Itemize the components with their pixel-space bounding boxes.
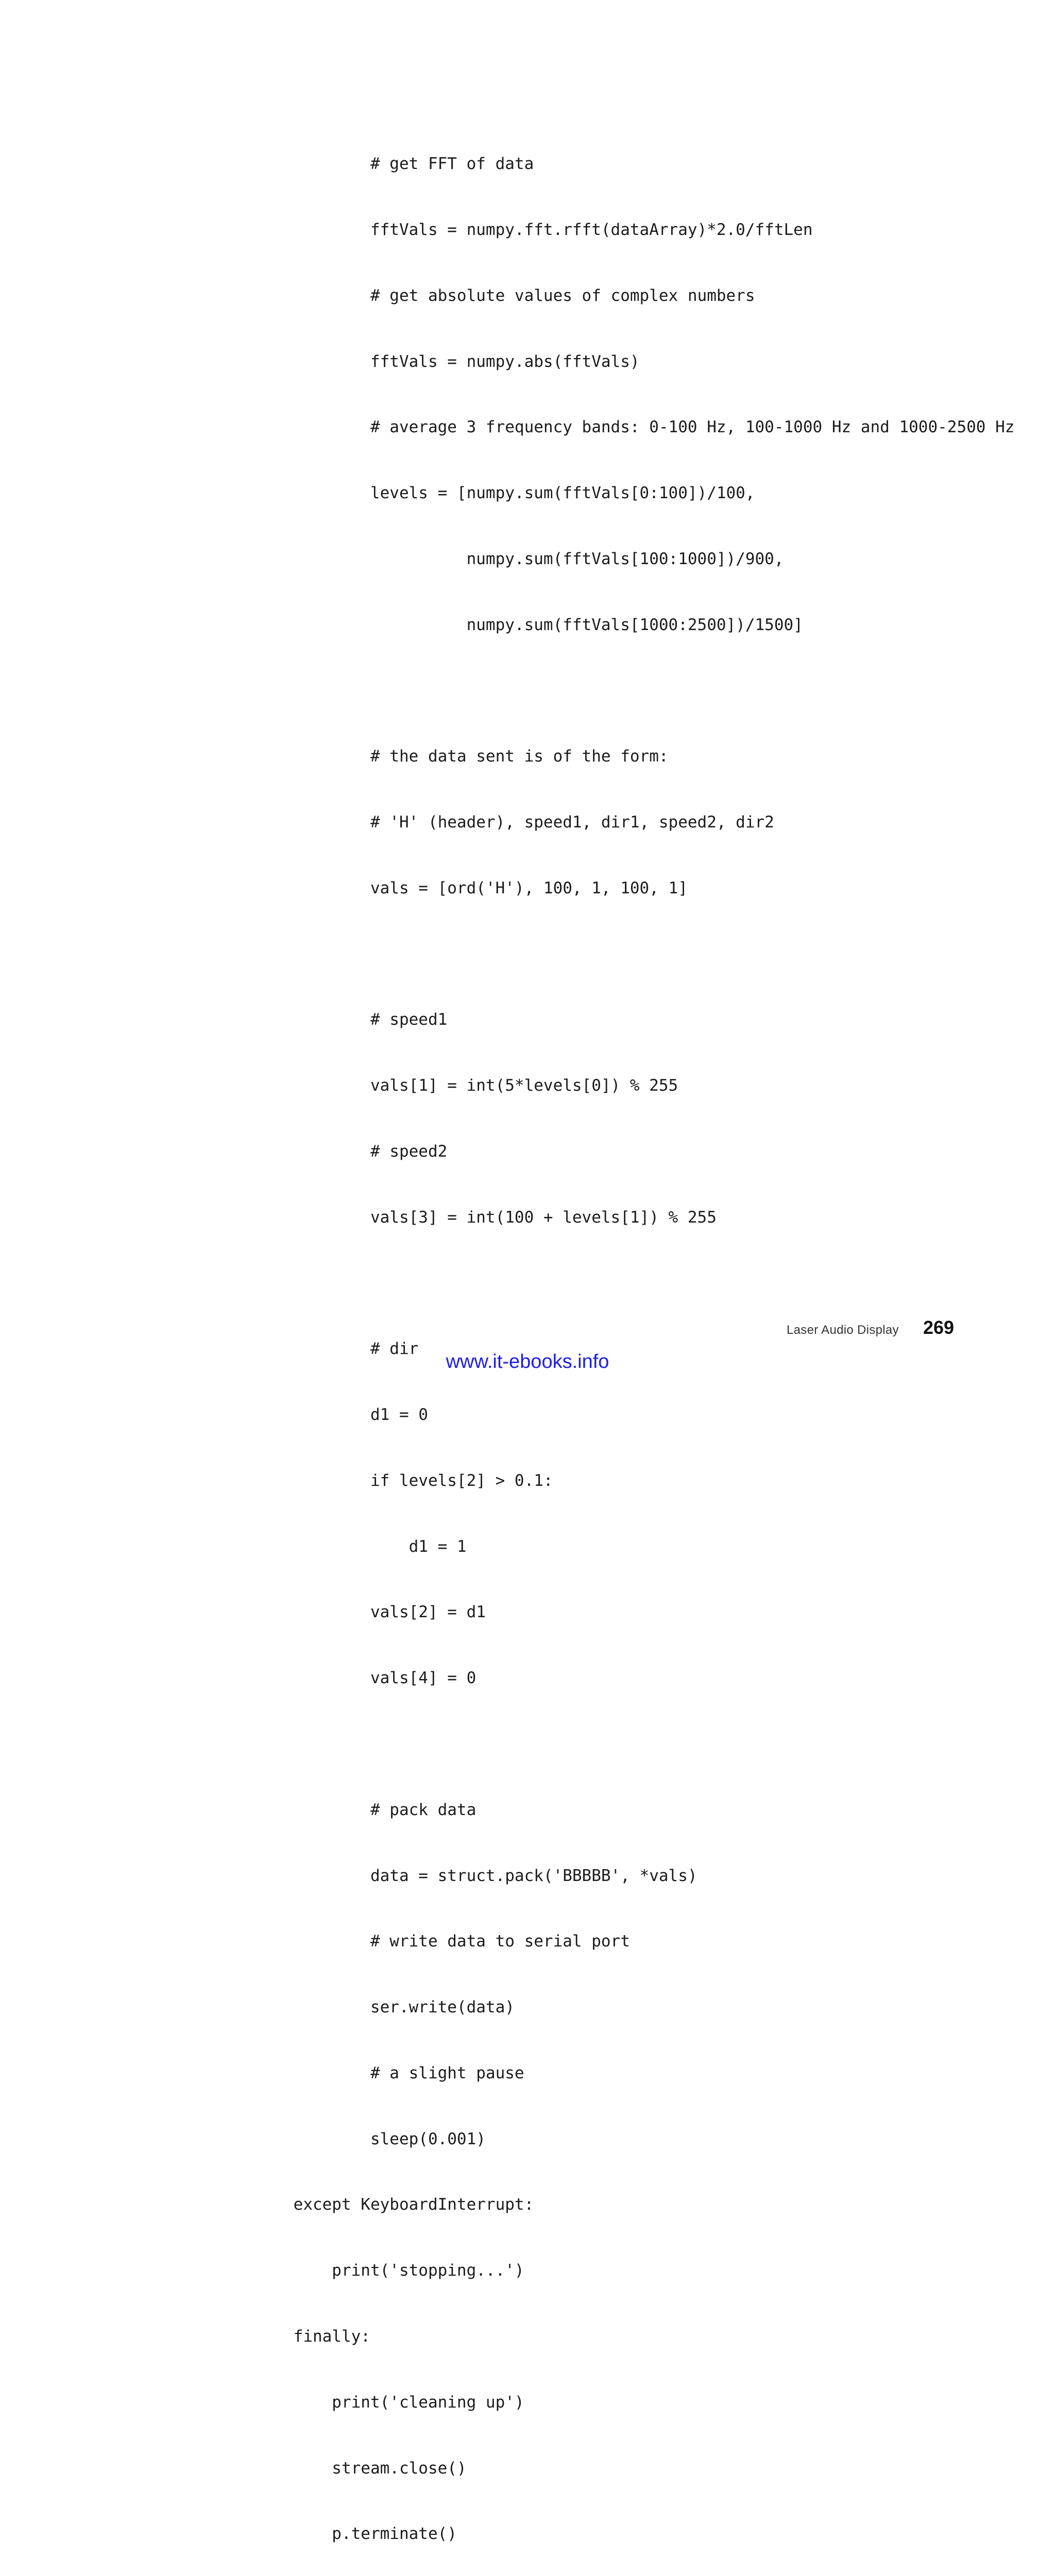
code-line: # 'H' (header), speed1, dir1, speed2, dir2: [255, 813, 774, 832]
code-line: # get FFT of data: [255, 155, 534, 174]
code-line: # get absolute values of complex numbers: [255, 286, 755, 305]
code-line: vals[4] = 0: [255, 1669, 477, 1688]
code-line: print('stopping...'): [255, 2261, 524, 2280]
code-line: fftVals = numpy.abs(fftVals): [255, 352, 640, 371]
code-line: vals[3] = int(100 + levels[1]) % 255: [255, 1208, 717, 1227]
code-line: [255, 1272, 1055, 1294]
code-line: fftVals = numpy.fft.rfft(dataArray)*2.0/fftLen: [255, 220, 813, 239]
code-line: finally:: [255, 2327, 370, 2346]
code-line: if levels[2] > 0.1:: [255, 1471, 553, 1490]
code-line: numpy.sum(fftVals[100:1000])/900,: [255, 549, 784, 568]
code-line: stream.close(): [255, 2459, 467, 2478]
code-line: levels = [numpy.sum(fftVals[0:100])/100,: [255, 484, 755, 503]
code-line: # dir: [255, 1340, 419, 1359]
code-line: d1 = 0: [255, 1405, 428, 1425]
code-line: except KeyboardInterrupt:: [255, 2195, 534, 2214]
code-line: [255, 943, 1055, 965]
code-line: # a slight pause: [255, 2063, 524, 2082]
code-line: ser.write(data): [255, 1998, 515, 2017]
code-line: # average 3 frequency bands: 0-100 Hz, 100-1000 Hz and 1000-2500 Hz: [255, 418, 1015, 437]
code-line: sleep(0.001): [255, 2129, 486, 2148]
code-line: # speed1: [255, 1010, 448, 1029]
code-line: print('cleaning up'): [255, 2393, 524, 2412]
code-line: # the data sent is of the form:: [255, 747, 669, 766]
code-line: p.terminate(): [255, 2524, 457, 2544]
code-line: data = struct.pack('BBBBB', *vals): [255, 1866, 697, 1885]
code-line: # write data to serial port: [255, 1932, 630, 1951]
chapter-title: Laser Audio Display: [787, 1323, 899, 1337]
code-line: [255, 1733, 1055, 1755]
code-line: # pack data: [255, 1800, 477, 1819]
code-listing: [0, 109, 1055, 2576]
code-line: vals[1] = int(5*levels[0]) % 255: [255, 1076, 678, 1095]
code-line: numpy.sum(fftVals[1000:2500])/1500]: [255, 615, 803, 634]
code-line: # speed2: [255, 1142, 448, 1161]
code-line: [255, 680, 1055, 702]
code-line: vals[2] = d1: [255, 1603, 486, 1622]
page-number: 269: [923, 1317, 955, 1338]
page-footer: [0, 1317, 1055, 1337]
code-line: d1 = 1: [255, 1537, 467, 1556]
code-line: vals = [ord('H'), 100, 1, 100, 1]: [255, 878, 688, 897]
watermark-link[interactable]: www.it-ebooks.info: [446, 1351, 609, 1372]
